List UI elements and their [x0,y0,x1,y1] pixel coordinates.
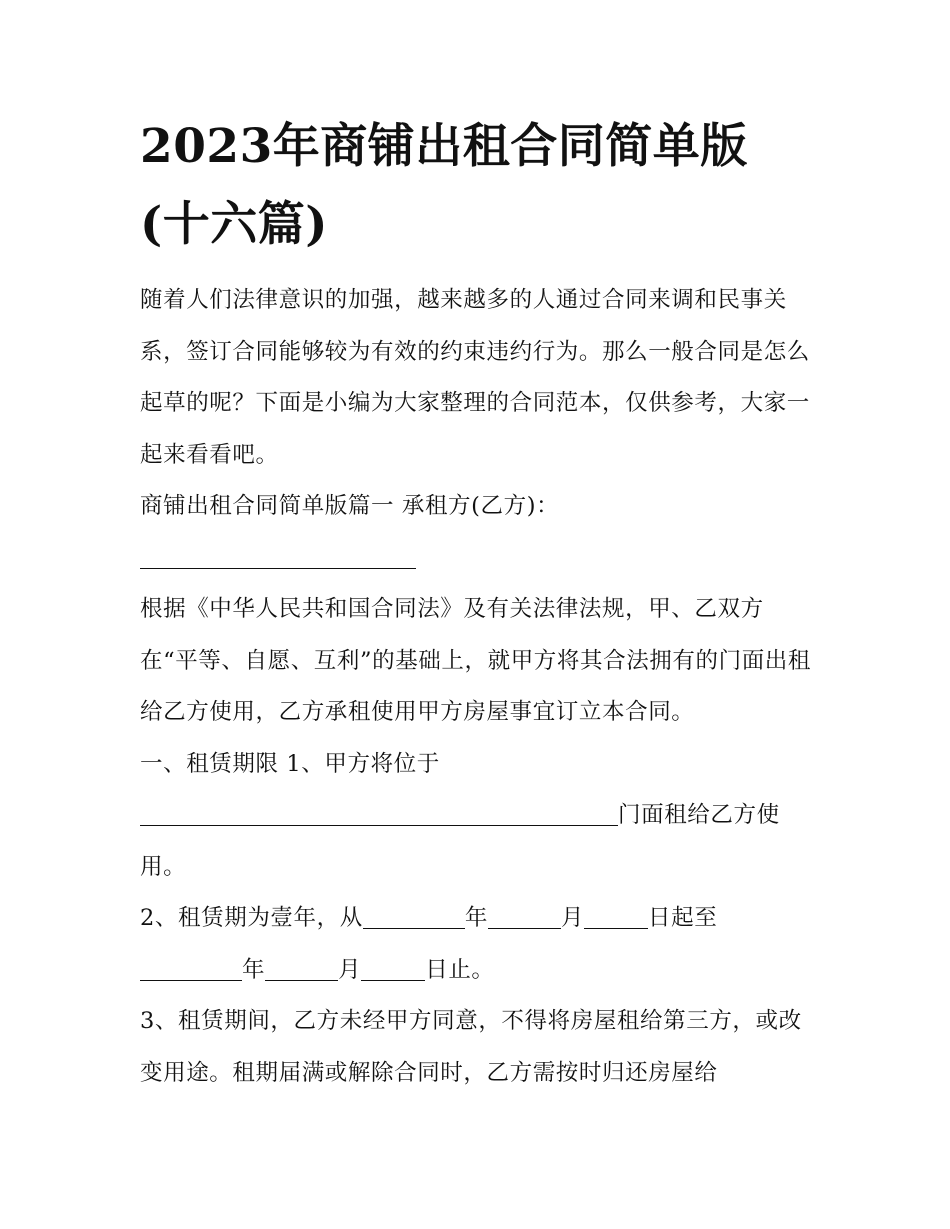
clause-2-year2-label: 年 [242,956,266,983]
clause-2-year-label: 年 [464,905,488,931]
clause-2-month2-label: 月 [338,956,362,983]
clause-3-paragraph: 3、租赁期间，乙方未经甲方同意，不得将房屋租给第三方，或改变用途。租期届满或解除合同时，乙方需按时归还房屋给 [140,1008,802,1086]
start-day-blank [584,904,648,929]
clause-1-tail: 门面租给乙方使 [618,802,780,828]
title-line-1: 2023年商铺出租合同简单版 [140,119,748,174]
section-heading: 商铺出租合同简单版篇一 承租方(乙方)： [140,493,560,519]
document-title [140,108,815,264]
clause-2-lease-term [140,893,815,996]
basis-paragraph: 根据《中华人民共和国合同法》及有关法律法规，甲、乙双方在“平等、自愿、互利”的基础上，就甲方将其合法拥有的门面出租给乙方使用，乙方承租使用甲方房屋事宜订立本合同。 [140,596,812,725]
document-body [140,108,815,1099]
lessee-signature-line [140,533,815,585]
clause-2-day-from-label: 日起至 [648,905,718,931]
start-year-blank [363,904,465,929]
lessee-name-blank [140,544,416,569]
end-year-blank [140,956,242,981]
clause-1-end: 用。 [140,853,187,880]
intro-paragraph: 随着人们法律意识的加强，越来越多的人通过合同来调和民事关系，签订合同能够较为有效的约束违约行为。那么一般合同是怎么起草的呢？下面是小编为大家整理的合同范本，仅供参考，大家一起来看看吧。 [140,287,810,468]
end-month-blank [265,956,338,981]
clause-1-location [140,790,815,893]
location-blank [140,801,618,826]
start-month-blank [488,904,561,929]
end-day-blank [361,956,425,981]
clause-2-month-label: 月 [560,905,585,931]
clause-2-day-to-label: 日止。 [425,956,495,983]
clause-2-start: 2、租赁期为壹年，从 [140,905,363,931]
title-line-2: (十六篇) [140,197,328,252]
clause-1-heading: 一、租赁期限 1、甲方将位于 [140,750,440,777]
